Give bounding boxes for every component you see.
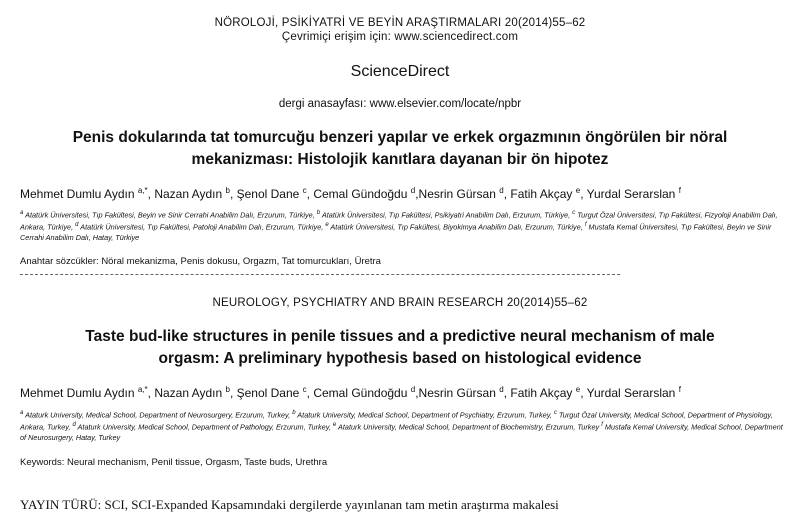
publication-type: YAYIN TÜRÜ: SCI, SCI-Expanded Kapsamındaki dergilerde yayınlanan tam metin araştırma makalesi: [20, 497, 559, 512]
affiliation-mark: c: [553, 410, 557, 416]
author-name: Fatih Akçay: [510, 386, 576, 400]
affiliation-mark: e: [332, 422, 337, 429]
title-tr-line1: Penis dokularında tat tomurcuğu benzeri yapılar ve erkek orgazmının öngörülen bir nöral: [72, 129, 728, 146]
author-affiliation-mark: e: [575, 186, 581, 195]
affiliation-mark: f: [601, 422, 603, 429]
author-affiliation-mark: a,*: [137, 186, 148, 195]
section-divider: [20, 274, 620, 275]
author-separator: ,: [415, 386, 419, 400]
author-affiliation-mark: d: [499, 385, 504, 394]
online-access: Çevrimiçi erişim için: www.sciencedirect.com: [281, 31, 519, 43]
author-name: Fatih Akçay: [510, 187, 576, 201]
brand-sciencedirect: ScienceDirect: [350, 63, 450, 80]
author-separator: ,: [229, 187, 237, 201]
author-name: Cemal Gündoğdu: [313, 386, 411, 400]
author-separator: ,: [415, 187, 419, 201]
affiliation-text: Turgut Özal University, Medical School, Department of Physiology, Ankara, Turkey,: [20, 410, 773, 432]
affiliation-mark: a: [20, 210, 24, 216]
author-affiliation-mark: b: [225, 186, 230, 195]
author-name: Nazan Aydın: [154, 187, 226, 201]
journal-header-tr: NÖROLOJİ, PSİKİYATRİ VE BEYİN ARAŞTIRMALARI 20(2014)55–62: [214, 17, 586, 29]
author-separator: ,: [229, 386, 237, 400]
author-name: Şenol Dane: [236, 386, 303, 400]
authors-tr: [20, 186, 790, 201]
affiliation-text: Ataturk University, Medical School, Department of Biochemistry, Erzurum, Turkey: [336, 422, 602, 432]
author-affiliation-mark: f: [678, 186, 681, 195]
affiliation-text: Mustafa Kemal Üniversitesi, Tıp Fakültesi, Beyin ve Sinir Cerrahi Anabilim Dalı, Hatay, Türkiye: [20, 222, 772, 242]
title-en-line1: Taste bud-like structures in penile tissues and a predictive neural mechanism of male: [85, 328, 715, 345]
affiliation-mark: d: [75, 222, 79, 229]
title-en-line2: orgasm: A preliminary hypothesis based on histological evidence: [158, 350, 642, 367]
affiliation-mark: d: [72, 422, 76, 429]
author-name: Yurdal Serarslan: [586, 187, 679, 201]
affiliation-mark: c: [572, 210, 576, 216]
author-name: Yurdal Serarslan: [586, 386, 679, 400]
author-affiliation-mark: d: [499, 186, 504, 195]
affiliation-mark: e: [325, 222, 329, 229]
author-name: Şenol Dane: [236, 187, 303, 201]
author-name: Nesrin Gürsan: [418, 187, 500, 201]
author-name: Cemal Gündoğdu: [313, 187, 411, 201]
author-affiliation-mark: a,*: [137, 385, 148, 394]
title-tr: [20, 127, 780, 171]
author-affiliation-mark: e: [575, 385, 581, 394]
author-separator: ,: [580, 187, 587, 201]
authors-en: [20, 385, 790, 400]
author-affiliation-mark: b: [225, 385, 230, 394]
affiliation-text: Atatürk Üniversitesi, Tıp Fakültesi, Beyin ve Sinir Cerrahi Anabilim Dalı, Erzurum, Türkiye,: [23, 210, 317, 220]
keywords-tr: Anahtar sözcükler: Nöral mekanizma, Penis dokusu, Orgazm, Tat tomurcukları, Üretra: [20, 256, 381, 267]
author-name: Nazan Aydın: [154, 386, 226, 400]
title-tr-line2: mekanizması: Histolojik kanıtlara dayanan bir ön hipotez: [191, 151, 609, 168]
author-separator: ,: [306, 386, 314, 400]
affiliation-text: Atatürk Üniversitesi, Tıp Fakültesi, Biyokimya Anabilim Dalı, Erzurum, Türkiye,: [328, 222, 585, 232]
affiliation-text: Atatürk Üniversitesi, Tıp Fakültesi, Patoloji Anabilim Dalı, Erzurum, Türkiye,: [78, 222, 326, 232]
author-affiliation-mark: c: [302, 385, 307, 394]
affiliation-text: Ataturk University, Medical School, Department of Pathology, Erzurum, Turkey,: [75, 422, 333, 432]
author-affiliation-mark: c: [302, 186, 307, 195]
author-affiliation-mark: d: [410, 385, 416, 394]
author-affiliation-mark: f: [678, 385, 681, 394]
affiliation-text: Mustafa Kemal University, Medical School, Department of Neurosurgery, Hatay, Turkey: [20, 422, 783, 442]
author-separator: ,: [503, 386, 511, 400]
affiliation-text: Ataturk University, Medical School, Department of Psychiatry, Erzurum, Turkey,: [295, 410, 554, 420]
affiliation-mark: a: [20, 410, 24, 416]
author-separator: ,: [306, 187, 314, 201]
author-name: Nesrin Gürsan: [418, 386, 500, 400]
author-separator: ,: [147, 386, 155, 400]
affiliation-text: Atatürk Üniversitesi, Tıp Fakültesi, Psikiyatri Anabilim Dalı, Erzurum, Türkiye,: [320, 210, 573, 220]
affiliation-mark: f: [584, 222, 587, 229]
keywords-en: Keywords: Neural mechanism, Penil tissue, Orgasm, Taste buds, Urethra: [20, 457, 328, 468]
affiliation-mark: b: [292, 410, 296, 416]
author-affiliation-mark: d: [410, 186, 416, 195]
author-separator: ,: [503, 187, 511, 201]
affiliations-en: [20, 408, 790, 443]
author-separator: ,: [580, 386, 587, 400]
affiliations-tr: [20, 208, 790, 243]
journal-header-en: NEUROLOGY, PSYCHIATRY AND BRAIN RESEARCH 20(2014)55–62: [212, 297, 588, 309]
affiliation-text: Turgut Özal Üniversitesi, Tıp Fakültesi, Fizyoloji Anabilim Dalı, Ankara, Türkiye,: [20, 210, 778, 232]
author-name: Mehmet Dumlu Aydın: [20, 386, 138, 400]
affiliation-mark: b: [316, 210, 321, 216]
journal-homepage: dergi anasayfası: www.elsevier.com/locate/npbr: [278, 98, 522, 110]
title-en: [20, 326, 780, 370]
author-name: Mehmet Dumlu Aydın: [20, 187, 138, 201]
affiliation-text: Ataturk University, Medical School, Department of Neurosurgery, Erzurum, Turkey,: [23, 410, 293, 420]
author-separator: ,: [147, 187, 155, 201]
